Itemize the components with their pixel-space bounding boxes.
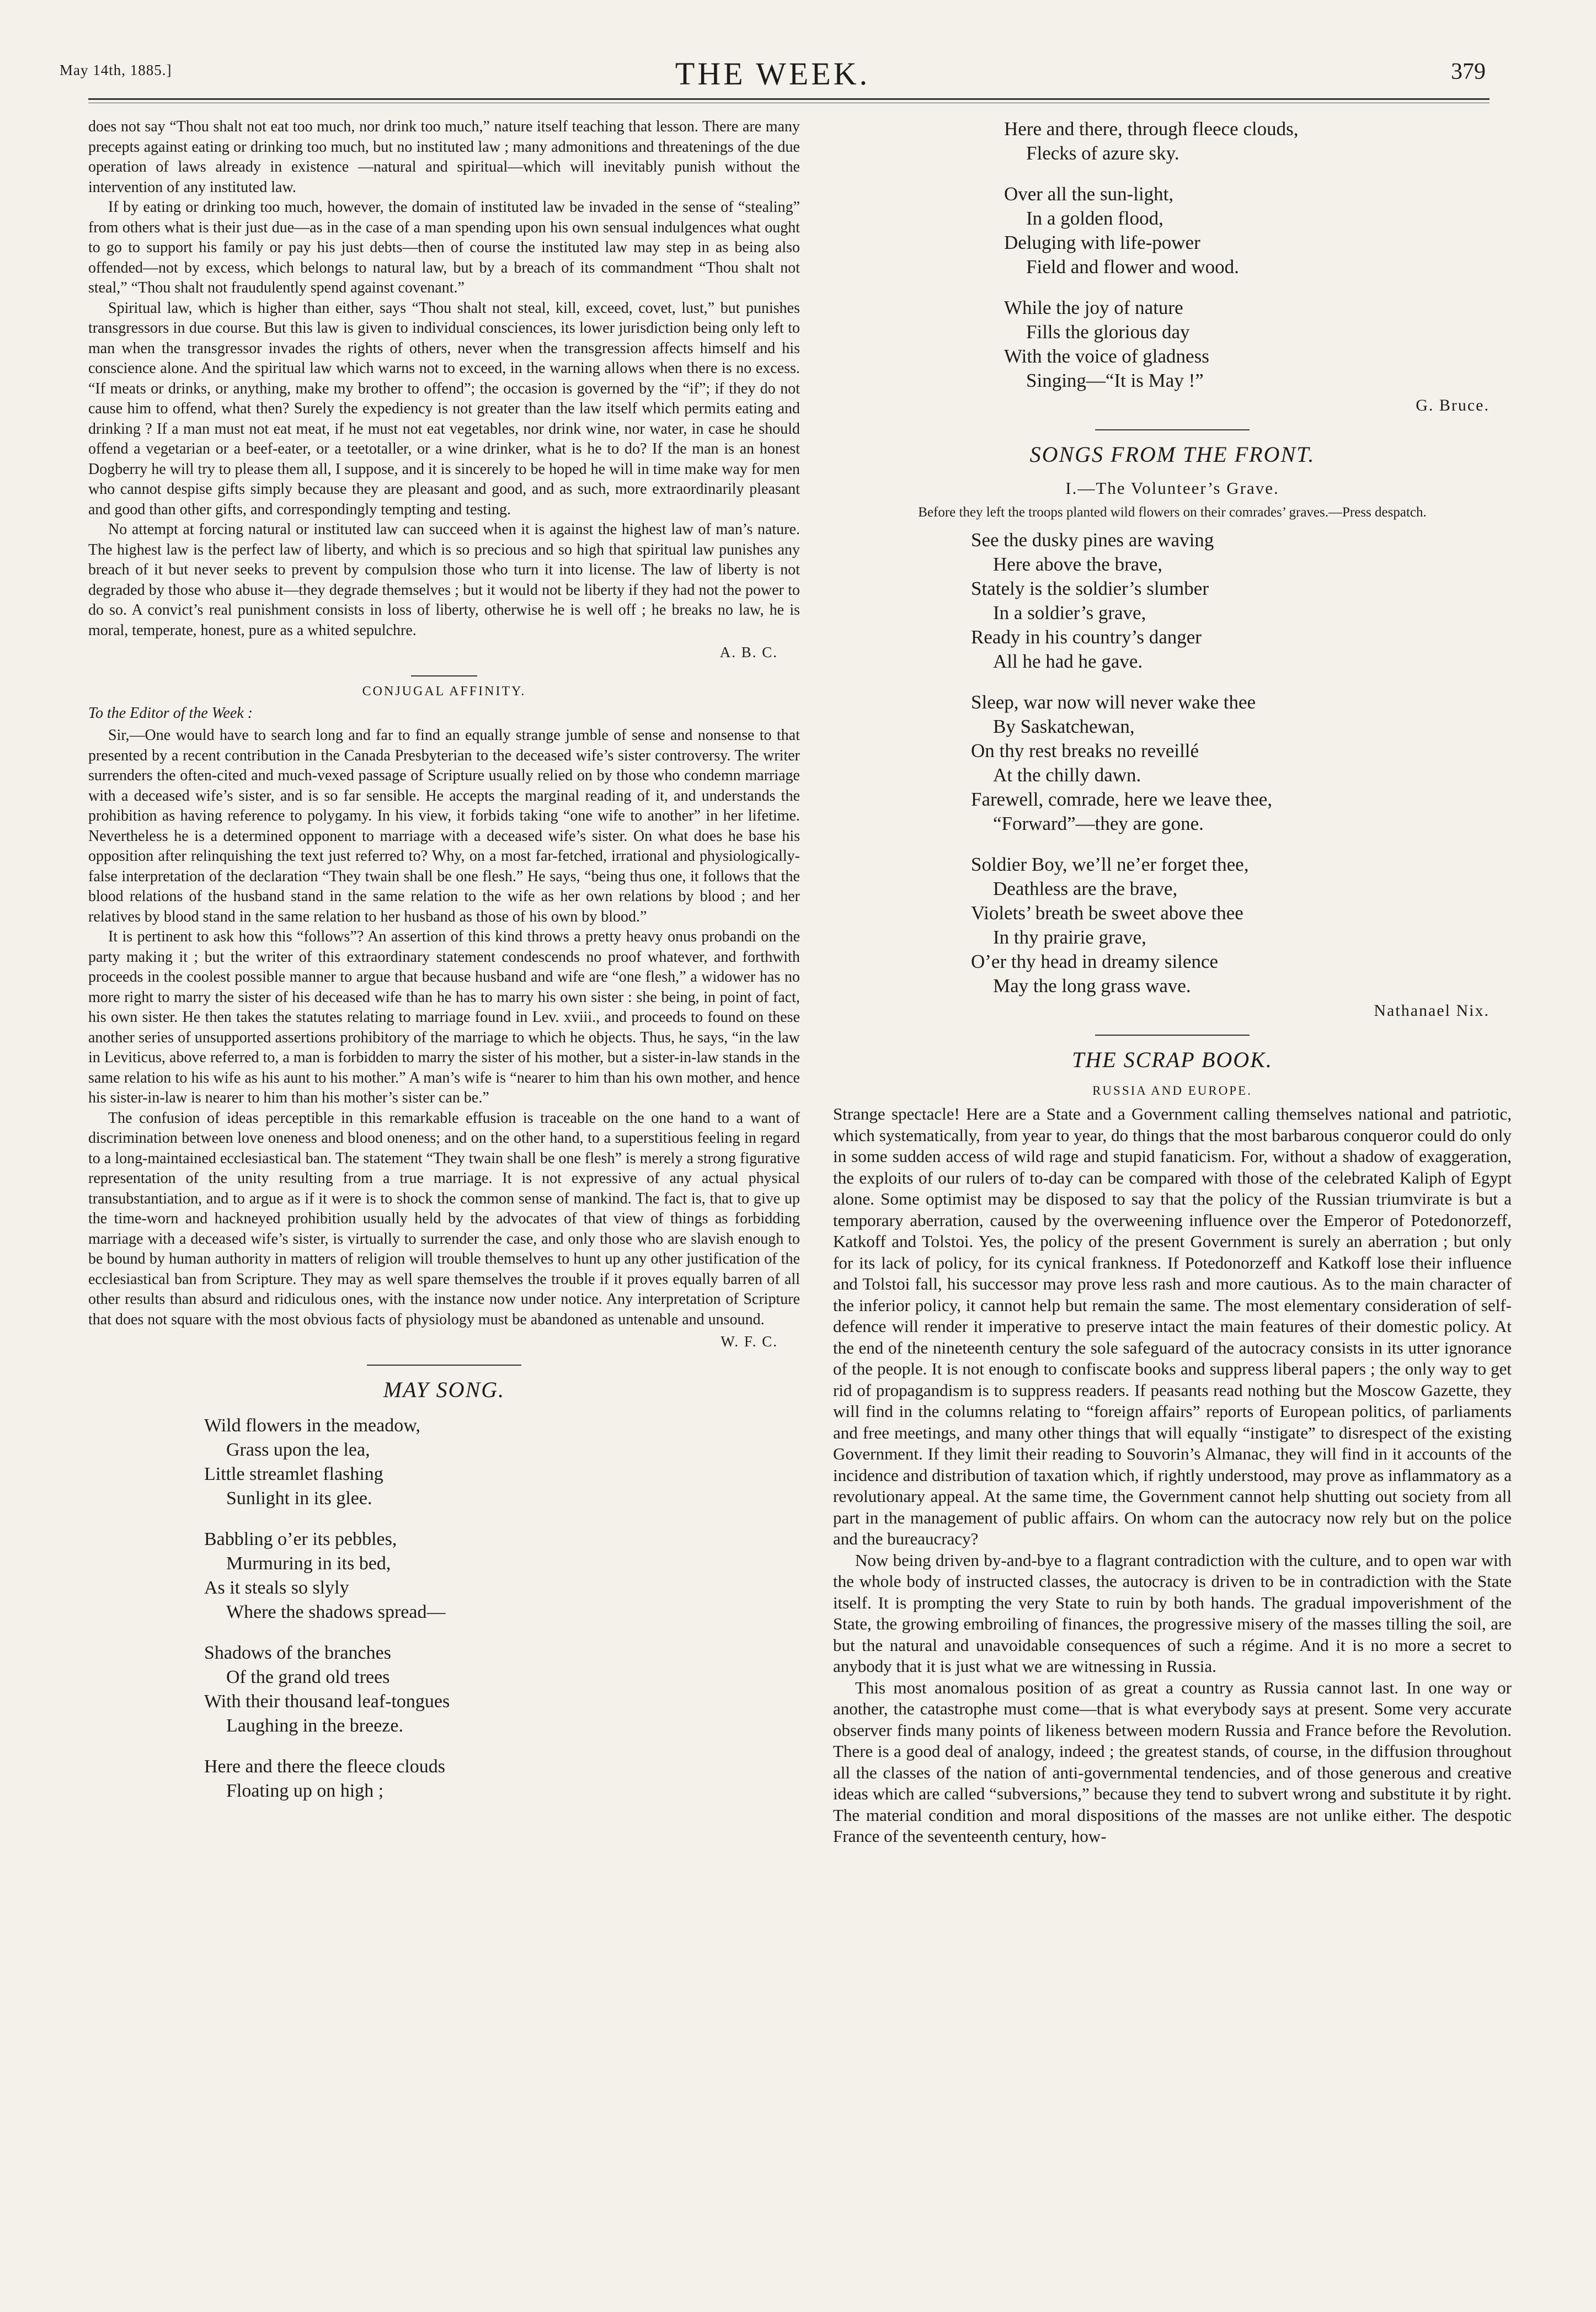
poem-line: May the long grass wave.	[993, 975, 1191, 997]
poem-line: Wild flowers in the meadow,	[204, 1415, 421, 1436]
poem-line: Violets’ breath be sweet above thee	[971, 902, 1243, 924]
poem-stanza	[971, 690, 1512, 836]
songs-front-title: SONGS FROM THE FRONT.	[1029, 442, 1315, 467]
section-divider	[1095, 429, 1250, 430]
poem-line: As it steals so slyly	[204, 1578, 349, 1598]
poem-line: O’er thy head in dreamy silence	[971, 951, 1219, 972]
poem-line: Floating up on high ;	[226, 1781, 384, 1801]
page-number: 379	[1451, 59, 1486, 84]
poem-line: Stately is the soldier’s slumber	[971, 578, 1209, 599]
poem-line: In thy prairie grave,	[993, 926, 1146, 948]
poem-line: Babbling o’er its pebbles,	[204, 1529, 397, 1549]
poem-line: Flecks of azure sky.	[1026, 142, 1179, 164]
songs-front-signature: Nathanael Nix.	[1374, 1001, 1490, 1020]
right-column	[833, 117, 1512, 2297]
poem-stanza	[1004, 296, 1512, 393]
intro-paragraph: No attempt at forcing natural or instituted law can succeed when it is against the highest law of man’s nature. The highest law is the perfect law of liberty, and which is so precious and so high that spiritual law punishes any breach of it but never seeks to prevent by compulsion those who turn it into license. The law of liberty is not degraded by those who abuse it—they degrade themselves ; but it would not be liberty if they had not the power to do so. A convict’s real punishment consists in loss of liberty, otherwise he is well off ; he breaks no law, he is moral, temperate, honest, pure as a whited sepulchre.	[88, 521, 800, 639]
poem-line: While the joy of nature	[1004, 297, 1183, 318]
may-song-signature: G. Bruce.	[1416, 396, 1490, 414]
poem-line: Grass upon the lea,	[226, 1440, 370, 1460]
poem-stanza	[204, 1414, 800, 1511]
poem-line: In a soldier’s grave,	[993, 602, 1146, 624]
intro-paragraph: Spiritual law, which is higher than either, says “Thou shalt not steal, kill, exceed, covet, lust,” but punishes transgressors in due course. But this law is given to individual consciences, its lower jurisdiction being only left to man when the transgressor invades the rights of others, never when the transgression affects himself and his conscience alone. And the spiritual law which warns not to exceed, in the warning allows when there is no excess. “If meats or drinks, or anything, make my brother to offend”; the occasion is governed by the “if”; if they do not cause him to offend, what then? Surely the expediency is not greater than the law itself which permits eating and drinking ? If a man must not eat meat, if he must not eat vegetables, nor drink wine, nor water, in case he should offend a vegetarian or a beef-eater, or a teetotaller, or a wine drinker, what is he to do? If the man is an honest Dogberry he will try to please them all, I suppose, and it is sincerely to be hoped he will in time make way for men who cannot despise gifts simply because they are pleasant and good, and as such, more extraordinarily pleasant and good than other gifts, and correspondingly tempting and testing.	[88, 299, 800, 518]
poem-stanza	[971, 853, 1512, 998]
poem-stanza	[204, 1755, 800, 1803]
volunteer-grave-poem	[833, 528, 1512, 998]
poem-line: “Forward”—they are gone.	[993, 813, 1204, 834]
section-divider	[411, 675, 477, 676]
poem-line: On thy rest breaks no reveillé	[971, 740, 1199, 761]
poem-stanza	[204, 1641, 800, 1738]
section-divider	[1095, 1035, 1250, 1036]
poem-line: Over all the sun-light,	[1004, 183, 1174, 205]
poem-line: Murmuring in its bed,	[226, 1553, 391, 1574]
left-column	[88, 117, 800, 2297]
poem-line: With their thousand leaf-tongues	[204, 1691, 450, 1712]
poem-stanza	[1004, 117, 1512, 166]
poem-line: Here and there, through fleece clouds,	[1004, 118, 1299, 140]
poem-line: Deluging with life-power	[1004, 232, 1200, 253]
poem-line: Singing—“It is May !”	[1026, 370, 1204, 391]
poem-line: All he had he gave.	[993, 651, 1143, 672]
poem-line: At the chilly dawn.	[993, 764, 1141, 786]
page-header	[60, 55, 1486, 105]
may-song-poem	[88, 1414, 800, 1803]
scrap-book-paragraph: This most anomalous position of as great a country as Russia cannot last. In one way or another, the catastrophe must come—that is what everybody says at present. Some very accurate observer finds many points of likeness between modern Russia and France before the Revolution. There is a good deal of analogy, indeed ; the greatest stands, of course, in the diffusion throughout all the classes of the nation of anti-governmental tendencies, and of those generous and creative ideas which are called “subversions,” because they tend to subvert wrong and substitute it by right. The material condition and moral dispositions of the masses are not unlike either. The despotic France of the seventeenth century, how-	[833, 1677, 1512, 1846]
may-song-continued	[833, 117, 1512, 393]
section-divider	[367, 1365, 521, 1366]
masthead-title: THE WEEK.	[675, 56, 871, 92]
poem-stanza	[1004, 182, 1512, 279]
poem-line: Shadows of the branches	[204, 1643, 391, 1663]
poem-line: Ready in his country’s danger	[971, 626, 1202, 648]
poem-line: With the voice of gladness	[1004, 345, 1209, 367]
letter-salutation: To the Editor of the Week :	[88, 705, 253, 722]
songs-front-subtitle: I.—The Volunteer’s Grave.	[1065, 478, 1279, 498]
header-rule	[88, 98, 1490, 100]
letter-paragraph: It is pertinent to ask how this “follows”? An assertion of this kind throws a pretty heavy onus probandi on the party making it ; but the writer of this extraordinary statement condescends no proof whatever, and forthwith proceeds in the coolest possible manner to argue that because husband and wife are “one flesh,” a widower has no more right to marry the sister of his deceased wife than he has to marry his own sister : she being, in point of fact, his own sister. He then takes the statutes relating to marriage found in Lev. xviii., and proceeds to found on these another series of unsupported assertions prohibitory of the marriage to which he objects. Thus, he says, “in the law in Leviticus, above referred to, a man is forbidden to marry the sister of his mother, but a sister-in-law stands in the same relation to his wife as his aunt to his mother.” A man’s wife is “nearer to him than his own mother, and hence his sister-in-law is nearer to him than his mother’s sister can be.”	[88, 928, 800, 1106]
poem-line: Deathless are the brave,	[993, 878, 1178, 899]
poem-line: Here and there the fleece clouds	[204, 1756, 446, 1777]
poem-line: See the dusky pines are waving	[971, 529, 1214, 551]
issue-date: May 14th, 1885.]	[60, 62, 172, 78]
poem-stanza	[971, 528, 1512, 674]
songs-front-epigraph: Before they left the troops planted wild flowers on their comrades’ graves.—Press despatch.	[918, 505, 1427, 520]
poem-line: Sunlight in its glee.	[226, 1488, 372, 1509]
poem-line: Here above the brave,	[993, 553, 1163, 575]
conjugal-heading: CONJUGAL AFFINITY.	[362, 684, 526, 699]
letter-signature: W. F. C.	[720, 1333, 778, 1350]
poem-stanza	[204, 1527, 800, 1624]
scrap-book-title: THE SCRAP BOOK.	[1072, 1047, 1273, 1072]
letter-paragraph: Sir,—One would have to search long and far to find an equally strange jumble of sense and nonsense to that presented by a recent contribution in the Canada Presbyterian to the deceased wife’s sister controversy. The writer surrenders the often-cited and much-vexed passage of Scripture usually relied on by those who condemn marriage with a deceased wife’s sister, and is so far sensible. He accepts the marginal reading of it, and understands the prohibition as having reference to polygamy. In his view, it forbids taking “one wife to another” in her lifetime. Nevertheless he is a determined opponent to marriage with a deceased wife’s sister. On what does he base his opposition after relinquishing the text just referred to? Why, on a most far-fetched, irrational and physiologically-false interpretation of the declaration “They twain shall be one flesh.” He says, “being thus one, it follows that the blood relations of the husband stand in the same relation to the wife as her own relations by blood ; and her relatives by blood stand in the same relation to her husband as those of his own by blood.”	[88, 727, 800, 925]
scrap-book-paragraph: Now being driven by-and-bye to a flagrant contradiction with the culture, and to open war with the whole body of instructed classes, the autocracy is driven to be in contradiction with the State itself. It is prompting the very State to ruin by both hands. The gradual impoverishment of the State, the growing embroiling of finances, the progressive misery of the masses tilling the soil, are but the natural and unavoidable consequences of such a régime. And it is no more a secret to anybody that it is just what we are witnessing in Russia.	[833, 1550, 1512, 1676]
poem-line: Laughing in the breeze.	[226, 1716, 403, 1736]
poem-line: Soldier Boy, we’ll ne’er forget thee,	[971, 854, 1249, 875]
scrap-book-paragraph: Strange spectacle! Here are a State and a Government calling themselves national and patriotic, which systematically, from year to year, do things that the most barbarous conqueror could do only in some sudden access of wild rage and stupid fanaticism. For, without a shadow of exaggeration, the exploits of our rulers of to-day can be compared with those of the celebrated Kaliph of Egypt alone. Some optimist may be disposed to say that the policy of the Russian triumvirate is but a temporary aberration, caused by the overweening influence over the Emperor of Potedonorzeff, Katkoff and Tolstoi. Yes, the policy of the present Government is surely an aberration ; but only for its lack of policy, for its cynical frankness. If Potedonorzeff and Katkoff lose their influence and Tolstoi fall, his successor may prove less rash and more cautious. As to the main character of the inferior policy, it cannot help but remain the same. The most elementary consideration of self-defence will render it imperative to preserve intact the main features of their domestic policy. At the end of the nineteenth century the sole safeguard of the autocracy consists in its utter ignorance of the people. It is not enough to confiscate books and suppress liberal papers ; the only way to get rid of propagandism is to suppress readers. If peasants read nothing but the Moscow Gazette, they will find in the columns relating to “foreign affairs” reports of European politics, of parliaments and free meetings, and many other things that will equally “instigate” to disrespect of the existing Government. If they limit their reading to Souvorin’s Almanac, they will find in it accounts of the incidence and distribution of taxation which, if rightly understood, may prove as inflammatory as a revolutionary appeal. At the same time, the Government cannot help shutting out society from all part in the management of public affairs. On whom can the autocracy now rely but on the police and the bureaucracy?	[833, 1104, 1512, 1548]
poem-line: Where the shadows spread—	[226, 1602, 446, 1622]
poem-line: Fills the glorious day	[1026, 321, 1190, 343]
poem-line: Sleep, war now will never wake thee	[971, 691, 1256, 713]
intro-signature: A. B. C.	[719, 644, 778, 660]
poem-line: Farewell, comrade, here we leave thee,	[971, 789, 1273, 810]
scrap-book-subheading: RUSSIA AND EUROPE.	[1092, 1084, 1252, 1098]
poem-line: By Saskatchewan,	[993, 716, 1135, 737]
intro-paragraph: If by eating or drinking too much, however, the domain of instituted law be invaded in the sense of “stealing” from others what is their just due—as in the case of a man spending upon his own sensual indulgences what ought to go to support his family or pay his just debts—then of course the instituted law may step in as being also offended—not by excess, which belongs to natural law, but by a breach of its commandment “Thou shalt not steal,” “Thou shalt not fraudulently spend against covenant.”	[88, 199, 800, 296]
poem-line: Field and flower and wood.	[1026, 256, 1239, 278]
letter-paragraph: The confusion of ideas perceptible in this remarkable effusion is traceable on the one hand to a want of discrimination between love oneness and blood oneness; and on the other hand, to a superstitious feeling in regard to a long-maintained ecclesiastical ban. The statement “They twain shall be one flesh” is merely a strong figurative representation of the unity resulting from a true marriage. It is not expressive of any actual physical transubstantiation, and to argue as if it were is to shock the common sense of mankind. The fact is, that to give up the time-worn and hackneyed prohibition usually held by the advocates of that view of things as forbidding marriage with a deceased wife’s sister, is virtually to surrender the case, and only those who are slavish enough to be bound by human authority in matters of religion will trouble themselves to hunt up any other justification of the ecclesiastical ban from Scripture. They may as well spare themselves the trouble if it proves equally barren of all other results than absurd and ridiculous ones, with the instance now under notice. Any interpretation of Scripture that does not square with the most obvious facts of physiology must be abandoned as untenable and unsound.	[88, 1109, 800, 1328]
poem-line: Little streamlet flashing	[204, 1464, 383, 1484]
poem-line: In a golden flood,	[1026, 207, 1163, 229]
may-song-title: MAY SONG.	[383, 1377, 505, 1402]
intro-paragraph: does not say “Thou shalt not eat too much, nor drink too much,” nature itself teaching that lesson. There are many precepts against eating or drinking too much, but no instituted law ; many admonitions and threatenings of the due operation of laws already in existence —natural and spiritual—which will inevitably punish without the intervention of any instituted law.	[88, 118, 800, 196]
poem-line: Of the grand old trees	[226, 1667, 390, 1687]
